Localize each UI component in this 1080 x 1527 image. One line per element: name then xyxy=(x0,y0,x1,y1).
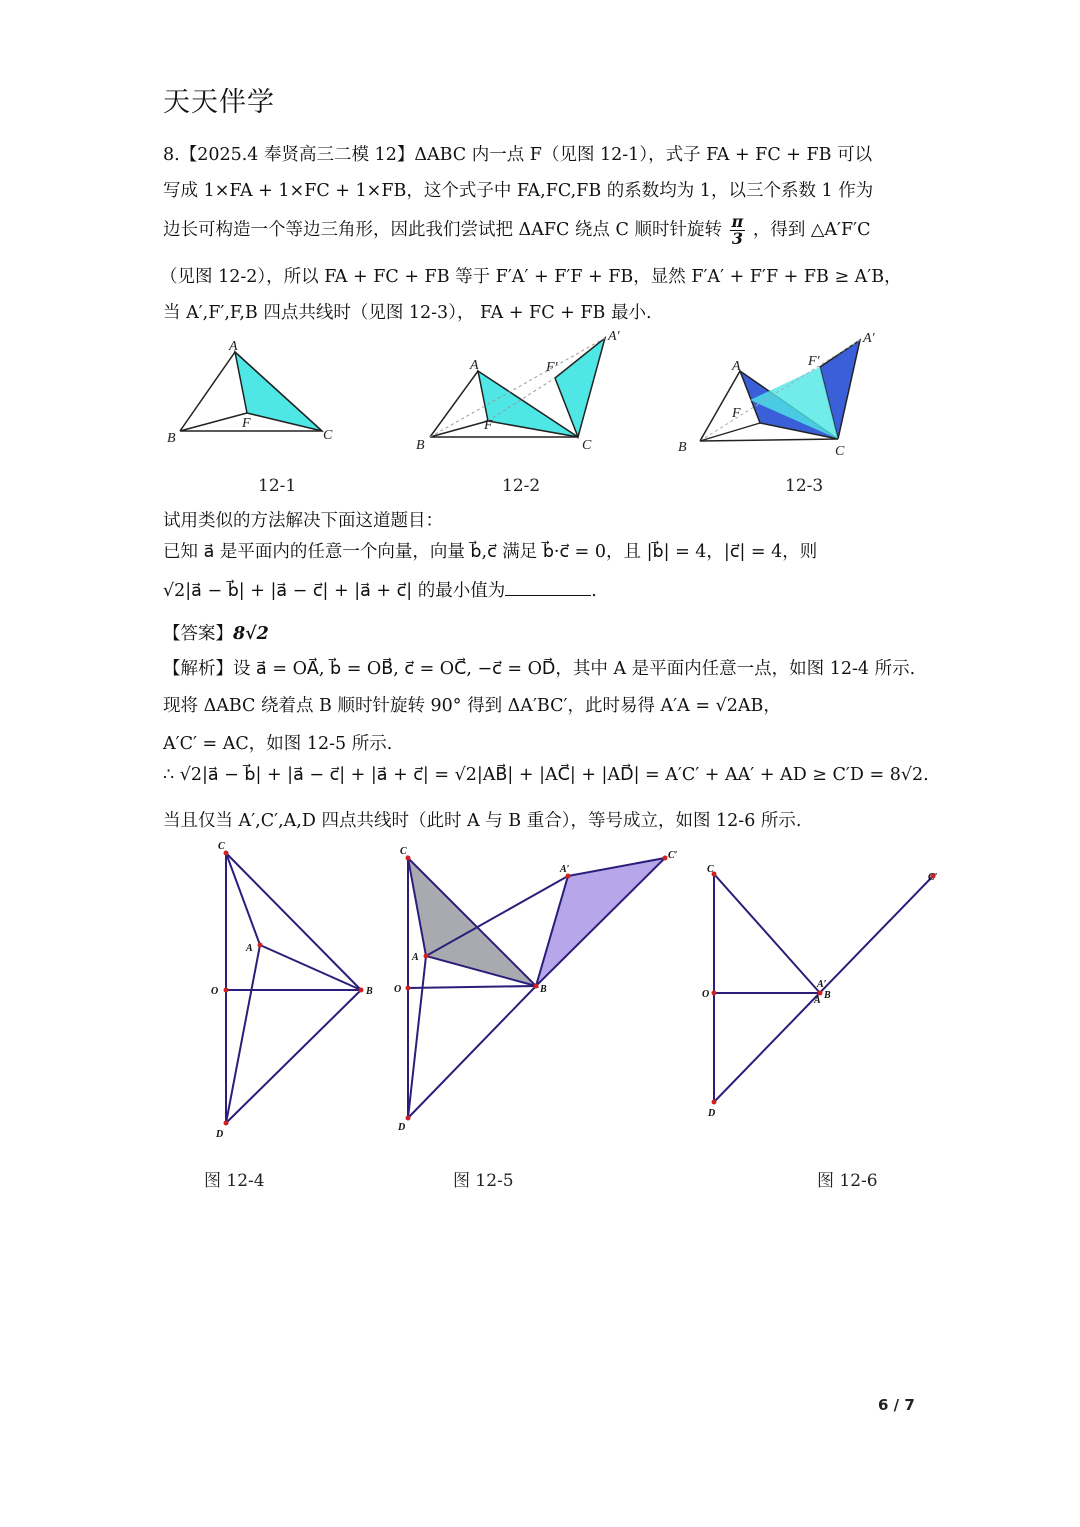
fraction-denominator: 3 xyxy=(731,229,743,248)
label-f: F xyxy=(732,406,741,421)
figure-12-5 xyxy=(390,840,690,1140)
caption-12-2: 12-2 xyxy=(502,476,541,496)
label-a: A xyxy=(412,952,419,963)
caption-12-1: 12-1 xyxy=(258,476,297,496)
problem-line-3 xyxy=(163,214,923,247)
segment-cb xyxy=(714,874,820,993)
solution-line-4: ∴ √2|a⃗ − b⃗| + |a⃗ − c⃗| + |a⃗ + c⃗| = √2|AB⃗| + |AC⃗| + |AD⃗| = A′C′ + AA′ + AD ≥ C′D = 8√2. xyxy=(163,765,929,785)
segment-db xyxy=(226,990,361,1123)
label-d: D xyxy=(216,1129,224,1140)
answer-blank xyxy=(505,579,591,596)
caption-12-5: 图 12-5 xyxy=(453,1171,514,1191)
label-b: B xyxy=(678,440,687,455)
figure-12-4 xyxy=(200,835,390,1145)
figure-12-1 xyxy=(160,335,350,455)
solution-line-2: 现将 ΔABC 绕着点 B 顺时针旋转 90° 得到 ΔA′BC′，此时易得 A′A = √2AB， xyxy=(163,696,781,716)
segment-bf xyxy=(430,421,488,437)
answer-value: 8√2 xyxy=(233,624,269,644)
segment-bc xyxy=(700,439,838,441)
figure-12-2 xyxy=(410,325,630,460)
label-f-prime: F′ xyxy=(546,360,558,375)
label-a-prime: A′ xyxy=(560,864,570,875)
segment-db xyxy=(408,986,536,1118)
figure-12-3 xyxy=(670,325,890,460)
label-d: D xyxy=(708,1108,716,1119)
label-o: O xyxy=(211,986,219,997)
problem-line-5: 当 A′,F′,F,B 四点共线时（见图 12-3）， FA + FC + FB 最小. xyxy=(163,303,652,323)
figure-12-6 xyxy=(700,860,950,1120)
label-b: B xyxy=(366,986,373,997)
triangle-a-prime-b-c-prime-fill xyxy=(536,858,665,986)
label-b: B xyxy=(167,431,176,446)
segment-ob xyxy=(408,986,536,988)
problem-line-2: 写成 1×FA + 1×FC + 1×FB，这个式子中 FA,FC,FB 的系数均为 1，以三个系数 1 作为 xyxy=(163,181,874,201)
problem-line-1: 8.【2025.4 奉贤高三二模 12】ΔABC 内一点 F（见图 12-1），式子 FA + FC + FB 可以 xyxy=(163,145,873,165)
caption-12-4: 图 12-4 xyxy=(204,1171,265,1191)
label-a: A xyxy=(229,339,238,354)
label-o: O xyxy=(394,984,402,995)
label-b: B xyxy=(416,438,425,453)
label-c: C xyxy=(400,846,407,857)
solution-line-5: 当且仅当 A′,C′,A,D 四点共线时（此时 A 与 B 重合），等号成立，如图 12-6 所示. xyxy=(163,811,802,831)
label-a-prime: A′ xyxy=(863,331,875,346)
pi-over-3-fraction xyxy=(730,214,746,247)
label-c: C xyxy=(707,864,714,875)
caption-12-6: 图 12-6 xyxy=(817,1171,878,1191)
page-number: 6 / 7 xyxy=(878,1396,915,1414)
problem-line-3-pre: 边长可构造一个等边三角形，因此我们尝试把 ΔAFC 绕点 C 顺时针旋转 xyxy=(163,220,722,240)
question-period: . xyxy=(591,581,597,601)
segment-ca xyxy=(226,853,260,945)
label-a-prime: A′ xyxy=(608,329,620,344)
triangle-abc-fill xyxy=(408,858,536,986)
page-header-title: 天天伴学 xyxy=(163,87,275,118)
label-a: A xyxy=(246,943,253,954)
question-line-3 xyxy=(163,578,923,604)
label-c-prime: C′ xyxy=(668,850,678,861)
segment-ab xyxy=(260,945,361,990)
label-o: O xyxy=(702,989,710,1000)
solution-line-1: 【解析】设 a⃗ = OA⃗, b⃗ = OB⃗, c⃗ = OC⃗, −c⃗ = OD⃗，其中 A 是平面内任意一点，如图 12-4 所示. xyxy=(163,659,916,679)
label-c: C xyxy=(835,444,845,459)
problem-line-3-post: ，得到 △A′F′C xyxy=(752,220,871,240)
label-c-prime: C′ xyxy=(928,872,938,883)
label-b: B xyxy=(824,990,831,1001)
label-a-prime: A′ xyxy=(817,979,827,990)
label-c: C xyxy=(218,841,225,852)
problem-line-4: （见图 12-2），所以 FA + FC + FB 等于 F′A′ + F′F + FB，显然 F′A′ + F′F + FB ≥ A′B， xyxy=(160,267,902,287)
segment-cb xyxy=(226,853,361,990)
label-a: A xyxy=(814,995,821,1006)
label-b: B xyxy=(540,984,547,995)
triangle-a-prime-f-prime-c-fill xyxy=(555,338,605,437)
question-line-2: 已知 a⃗ 是平面内的任意一个向量，向量 b⃗,c⃗ 满足 b⃗·c⃗ = 0，且 |b⃗| = 4，|c⃗| = 4，则 xyxy=(163,542,818,562)
segment-ad xyxy=(408,956,426,1118)
label-f: F xyxy=(484,418,493,433)
solution-line-3: A′C′ = AC，如图 12-5 所示. xyxy=(163,734,393,754)
label-a: A xyxy=(732,359,741,374)
question-line-1: 试用类似的方法解决下面这道题目： xyxy=(163,511,443,531)
fraction-numerator: π xyxy=(731,212,744,231)
caption-12-3: 12-3 xyxy=(785,476,824,496)
label-d: D xyxy=(398,1122,406,1133)
segment-ad xyxy=(226,945,260,1123)
answer-line xyxy=(163,621,923,647)
answer-label: 【答案】 xyxy=(163,624,233,644)
label-f: F xyxy=(242,416,251,431)
segment-ba xyxy=(430,371,478,437)
label-a: A xyxy=(470,358,479,373)
label-f-prime: F′ xyxy=(808,354,820,369)
label-c: C xyxy=(323,428,333,443)
label-c: C xyxy=(582,438,592,453)
question-expression: √2|a⃗ − b⃗| + |a⃗ − c⃗| + |a⃗ + c⃗| 的最小值为 xyxy=(163,581,506,601)
